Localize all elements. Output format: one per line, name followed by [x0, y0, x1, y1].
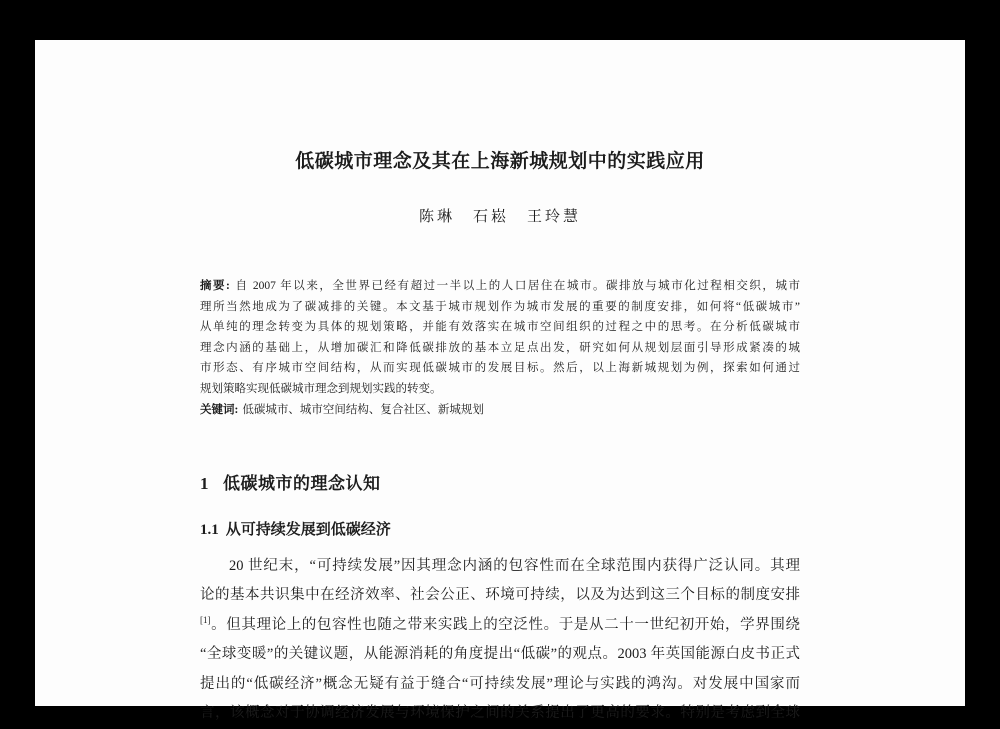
keywords-text: 低碳城市、城市空间结构、复合社区、新城规划: [242, 404, 484, 416]
section-heading-1: [200, 469, 800, 494]
paper-title: 低碳城市理念及其在上海新城规划中的实践应用: [295, 151, 705, 172]
keywords-line: [200, 400, 800, 421]
abstract-block: [200, 276, 800, 421]
subsection-number: 1.1: [200, 521, 219, 538]
section-number: 1: [200, 473, 209, 493]
abstract-line: 理念内涵的基础上，从增加碳汇和降低碳排放的基本立足点出发，研究如何从规划层面引导形成紧凑的城: [200, 341, 800, 354]
abstract-line: 规划策略实现低碳城市理念到规划实践的转变。: [200, 382, 442, 395]
abstract-line: 从单纯的理念转变为具体的规划策略，并能有效落实在城市空间组织的过程之中的思考。在分析低碳城市: [200, 321, 800, 333]
body-line-text: 。但其理论上的包容性也随之带来实践上的空泛性。于是从二十一世纪初开始，学界围绕: [210, 616, 800, 633]
keywords-label: 关键词:: [200, 404, 239, 416]
paper-authors: 陈琳 石崧 王玲慧: [418, 209, 581, 225]
abstract-label: 摘要:: [200, 280, 230, 292]
section-title: 低碳城市的理念认知: [223, 473, 381, 493]
abstract-line: [200, 276, 800, 297]
citation-ref: [1]: [200, 614, 211, 625]
body-line: 言，该概念对于协调经济发展与环境保护之间的关系提出了更高的要求。特别是考虑到全球: [200, 705, 800, 721]
section-heading-1-1: [200, 518, 800, 539]
abstract-line: 市形态、有序城市空间结构，从而实现低碳城市的发展目标。然后，以上海新城规划为例，探索如何通过: [200, 362, 800, 374]
body-line: 20 世纪末，“可持续发展”因其理念内涵的包容性而在全球范围内获得广泛认同。其理: [229, 557, 800, 574]
document-page: [35, 40, 965, 721]
body-line: [200, 611, 800, 641]
subsection-title: 从可持续发展到低碳经济: [225, 521, 391, 538]
page-content: [200, 40, 800, 729]
body-line: 论的基本共识集中在经济效率、社会公正、环境可持续，以及为达到这三个目标的制度安排: [200, 587, 800, 603]
abstract-line: 理所当然地成为了碳减排的关键。本文基于城市规划作为城市发展的重要的制度安排，如何将“低碳城市”: [200, 300, 800, 313]
body-paragraph: [200, 552, 800, 729]
body-line: 提出的“低碳经济”概念无疑有益于缝合“可持续发展”理论与实践的鸿沟。对发展中国家而: [200, 675, 800, 692]
body-line: “全球变暖”的关键议题，从能源消耗的角度提出“低碳”的观点。2003 年英国能源白皮书正式: [200, 646, 800, 662]
abstract-text: 自 2007 年以来，全世界已经有超过一半以上的人口居住在城市。碳排放与城市化过程相交织，城市: [233, 280, 800, 292]
